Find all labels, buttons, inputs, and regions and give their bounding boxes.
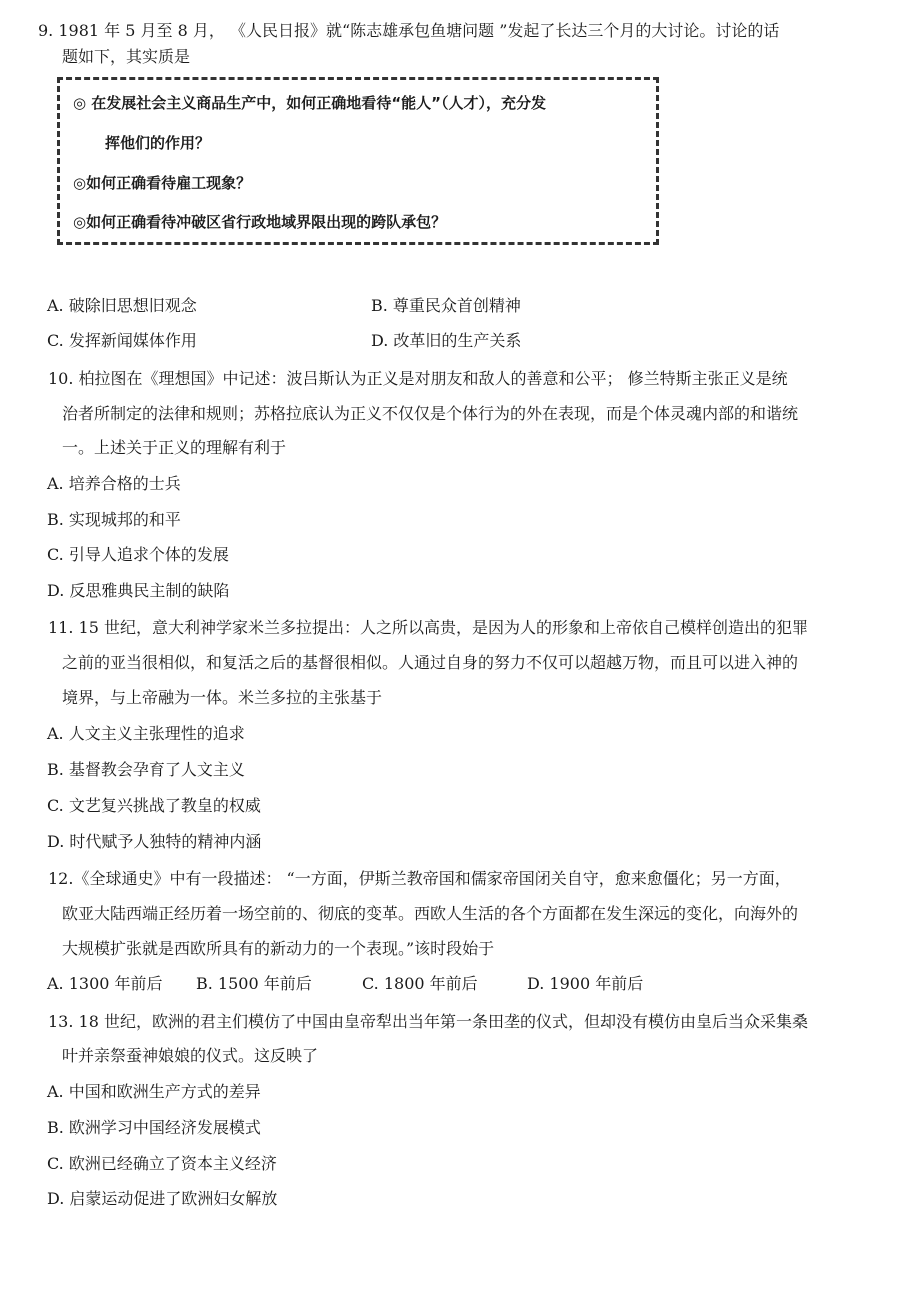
q9-box-line-3: ◎如何正确看待雇工现象？ — [73, 174, 252, 192]
q12-stem-line-1: 12.《全球通史》中有一段描述： “一方面，伊斯兰教帝国和儒家帝国闭关自守，愈来愈僵化；另一方面， — [48, 869, 791, 888]
q10-stem-line-1: 10. 柏拉图在《理想国》中记述：波吕斯认为正义是对朋友和敌人的善意和公平； 修兰特斯主张正义是统 — [48, 369, 788, 388]
q12-option-a: A. 1300 年前后 — [47, 974, 163, 993]
q12-option-c: C. 1800 年前后 — [362, 974, 478, 993]
q11-stem-line-2: 之前的亚当很相似，和复活之后的基督很相似。人通过自身的努力不仅可以超越万物，而且可以进入神的 — [62, 653, 799, 672]
q11-option-c: C. 文艺复兴挑战了教皇的权威 — [47, 796, 261, 815]
q10-option-c: C. 引导人追求个体的发展 — [47, 545, 229, 564]
q13-stem-line-2: 叶并亲祭蚕神娘娘的仪式。这反映了 — [62, 1046, 319, 1065]
q13-option-c: C. 欧洲已经确立了资本主义经济 — [47, 1154, 277, 1173]
q12-option-b: B. 1500 年前后 — [196, 974, 312, 993]
q9-option-c: C. 发挥新闻媒体作用 — [47, 331, 197, 350]
q11-stem-line-3: 境界，与上帝融为一体。米兰多拉的主张基于 — [62, 688, 383, 707]
q12-option-d: D. 1900 年前后 — [527, 974, 644, 993]
q11-option-a: A. 人文主义主张理性的追求 — [47, 724, 245, 743]
q13-option-d: D. 启蒙运动促进了欧洲妇女解放 — [47, 1189, 278, 1208]
q10-option-a: A. 培养合格的士兵 — [47, 474, 181, 493]
q10-option-b: B. 实现城邦的和平 — [47, 510, 181, 529]
q9-stem-line-1: 9. 1981 年 5 月至 8 月， 《人民日报》就“陈志雄承包鱼塘问题 ”发起了长达三个月的大讨论。讨论的话 — [38, 21, 780, 40]
q12-stem-line-3: 大规模扩张就是西欧所具有的新动力的一个表现。”该时段始于 — [62, 939, 495, 958]
q11-option-d: D. 时代赋予人独特的精神内涵 — [47, 832, 262, 851]
q13-stem-line-1: 13. 18 世纪，欧洲的君主们模仿了中国由皇帝犁出当年第一条田垄的仪式，但却没有模仿由皇后当众采集桑 — [48, 1012, 808, 1031]
q9-box-line-2: 挥他们的作用？ — [105, 134, 211, 152]
q11-stem-line-1: 11. 15 世纪，意大利神学家米兰多拉提出：人之所以高贵，是因为人的形象和上帝依自己模样创造出的犯罪 — [48, 618, 808, 637]
q13-option-a: A. 中国和欧洲生产方式的差异 — [47, 1082, 261, 1101]
q13-option-b: B. 欧洲学习中国经济发展模式 — [47, 1118, 261, 1137]
q10-stem-line-2: 治者所制定的法律和规则；苏格拉底认为正义不仅仅是个体行为的外在表现，而是个体灵魂内部的和谐统 — [62, 404, 799, 423]
q10-stem-line-3: 一。上述关于正义的理解有利于 — [62, 438, 287, 457]
q11-option-b: B. 基督教会孕育了人文主义 — [47, 760, 245, 779]
q9-box-line-1: ◎ 在发展社会主义商品生产中，如何正确地看待“能人”（人才），充分发 — [73, 94, 547, 112]
q9-stem-line-2: 题如下，其实质是 — [62, 47, 191, 66]
q9-option-a: A. 破除旧思想旧观念 — [47, 296, 197, 315]
q9-option-b: B. 尊重民众首创精神 — [371, 296, 521, 315]
q12-stem-line-2: 欧亚大陆西端正经历着一场空前的、彻底的变革。西欧人生活的各个方面都在发生深远的变化，向海外的 — [62, 904, 799, 923]
q9-box-line-4: ◎如何正确看待冲破区省行政地域界限出现的跨队承包？ — [73, 213, 447, 231]
q9-option-d: D. 改革旧的生产关系 — [371, 331, 522, 350]
q10-option-d: D. 反思雅典民主制的缺陷 — [47, 581, 230, 600]
